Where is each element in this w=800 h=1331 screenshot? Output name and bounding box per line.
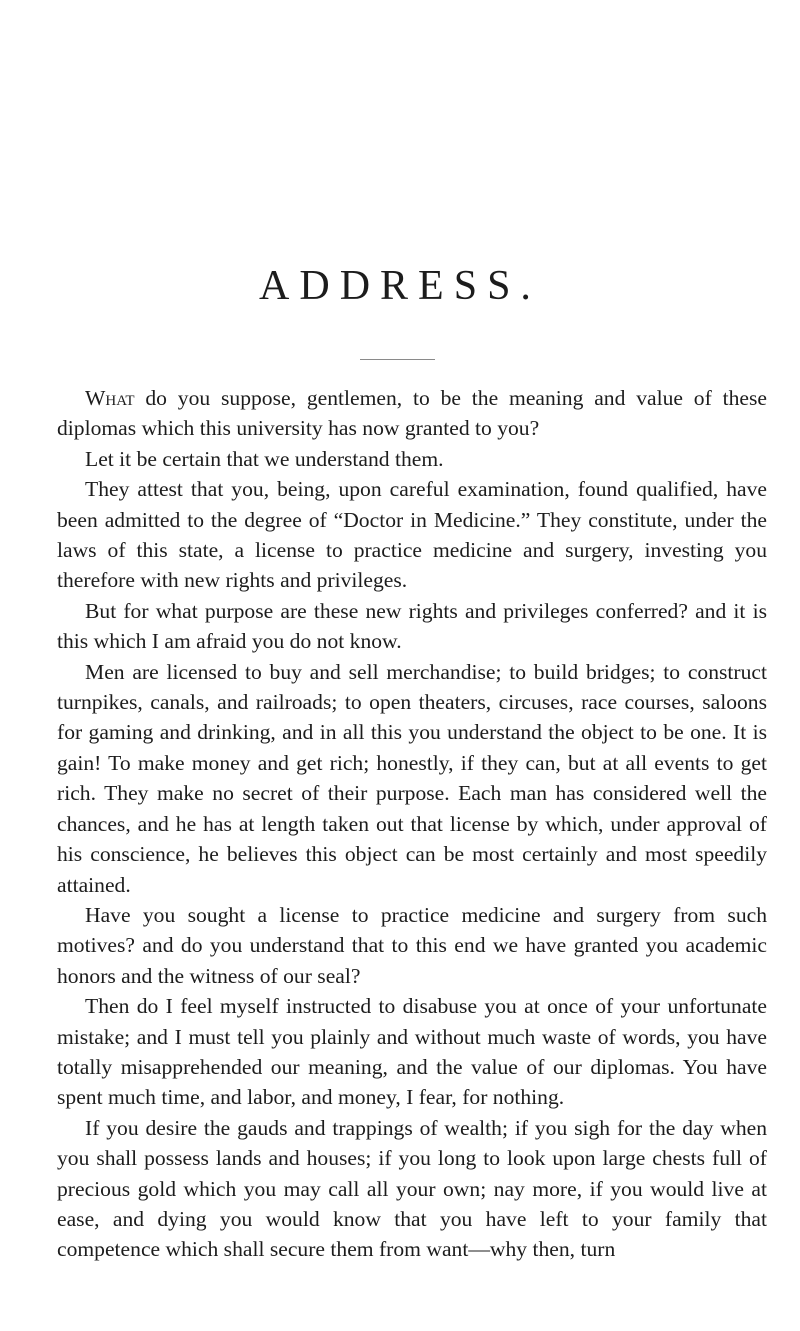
paragraph: Men are licensed to buy and sell merchandise; to build bridges; to construct turnpikes, canals, and railroads; to open theaters, circuses, race courses, saloons for gaming and drinking, and in all this you understand the object to be one. It is gain! To make money and get rich; honestly, if they can, but at all events to get rich. They make no secret of their purpose. Each man has considered well the chances, and he has at length taken out that license by which, under approval of his conscience, he believes this object can be most certainly and most speedily attained. [57,659,767,897]
heading-rule [360,359,435,360]
opening-word: What [85,386,135,410]
paragraph: Let it be certain that we understand them. [85,446,444,471]
paragraph: Have you sought a license to practice medicine and surgery from such motives? and do you understand that to this end we have granted you academic honors and the witness of our seal? [57,902,767,988]
paragraph: They attest that you, being, upon careful examination, found qualified, have been admitted to the degree of “Doctor in Medicine.” They constitute, under the laws of this state, a license to practice medicine and surgery, investing you therefore with new rights and privileges. [57,477,767,593]
paragraph: If you desire the gauds and trappings of wealth; if you sigh for the day when you shall possess lands and houses; if you long to look upon large chests full of precious gold which you may call all your own; nay more, if you would live at ease, and dying you would know that you have left to your family that competence which shall secure them from want—why then, turn [57,1115,767,1262]
address-text [57,383,767,1265]
page-heading: ADDRESS. [259,263,541,309]
paragraph: But for what purpose are these new rights and privileges conferred? and it is this which I am afraid you do not know. [57,598,767,654]
paragraph-text: do you suppose, gentlemen, to be the meaning and value of these diplomas which this university has now granted to you? [57,386,767,441]
paragraph [57,383,767,444]
paragraph: Then do I feel myself instructed to disabuse you at once of your unfortunate mistake; and I must tell you plainly and without much waste of words, you have totally misapprehended our meaning, and the value of our diplomas. You have spent much time, and labor, and money, I fear, for nothing. [57,994,767,1110]
